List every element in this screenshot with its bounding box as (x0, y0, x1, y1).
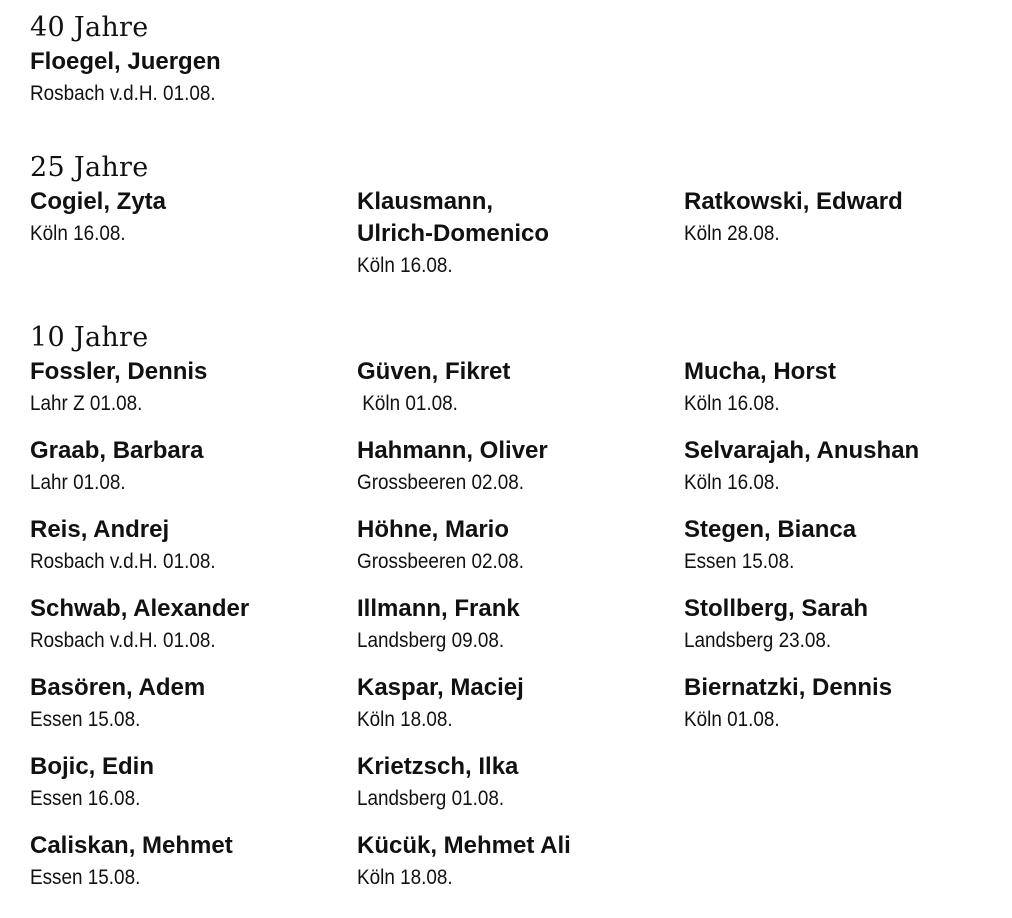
section-10-jahre (30, 320, 990, 909)
anniversary-entry (30, 46, 357, 110)
employee-name: Güven, Fikret (357, 358, 511, 385)
location-date: Köln 16.08. (684, 392, 780, 415)
location-date: Rosbach v.d.H. 01.08. (30, 82, 216, 105)
section-heading: 25 Jahre (30, 152, 149, 183)
entry-column (684, 186, 990, 297)
anniversary-entry (684, 514, 990, 578)
employee-name: Reis, Andrej (30, 516, 170, 543)
anniversary-entry (357, 186, 684, 282)
employee-name: Mucha, Horst (684, 358, 837, 385)
entry-column (684, 356, 990, 909)
anniversary-entry (357, 751, 684, 815)
section-40-jahre (30, 10, 990, 125)
entry-grid (30, 46, 990, 125)
employee-name: Cogiel, Zyta (30, 188, 167, 215)
entry-column (357, 356, 684, 909)
employee-name: Ratkowski, Edward (684, 188, 903, 215)
anniversary-entry (30, 751, 357, 815)
entry-column (357, 186, 684, 297)
anniversary-entry (684, 186, 990, 250)
employee-name: Illmann, Frank (357, 595, 520, 622)
employee-name: Kücük, Mehmet Ali (357, 832, 571, 859)
section-heading: 40 Jahre (30, 12, 149, 43)
location-date: Köln 16.08. (30, 222, 126, 245)
employee-name: Stollberg, Sarah (684, 595, 869, 622)
employee-name: Kaspar, Maciej (357, 674, 524, 701)
entry-column (30, 186, 357, 297)
employee-name: Basören, Adem (30, 674, 206, 701)
location-date: Landsberg 23.08. (684, 629, 832, 652)
location-date: Grossbeeren 02.08. (357, 550, 525, 573)
employee-name: Biernatzki, Dennis (684, 674, 893, 701)
anniversary-entry (684, 356, 990, 420)
anniversary-entry (30, 593, 357, 657)
employee-name: Hahmann, Oliver (357, 437, 548, 464)
section-25-jahre (30, 150, 990, 297)
location-date: Essen 16.08. (30, 787, 141, 810)
employee-name: Schwab, Alexander (30, 595, 250, 622)
location-date: Essen 15.08. (684, 550, 795, 573)
employee-name: Stegen, Bianca (684, 516, 857, 543)
entry-grid (30, 186, 990, 297)
employee-name: Graab, Barbara (30, 437, 204, 464)
anniversary-entry (30, 672, 357, 736)
anniversary-entry (30, 356, 357, 420)
entry-grid (30, 356, 990, 909)
location-date: Essen 15.08. (30, 708, 141, 731)
employee-name: Caliskan, Mehmet (30, 832, 233, 859)
location-date: Köln 16.08. (684, 471, 780, 494)
location-date: Lahr Z 01.08. (30, 392, 143, 415)
anniversary-entry (30, 830, 357, 894)
entry-column (30, 356, 357, 909)
employee-name: Krietzsch, Ilka (357, 753, 519, 780)
location-date: Köln 18.08. (357, 708, 453, 731)
anniversary-entry (357, 593, 684, 657)
employee-name: Floegel, Juergen (30, 48, 221, 75)
location-date: Köln 16.08. (357, 254, 453, 277)
location-date: Köln 01.08. (684, 708, 780, 731)
anniversary-entry (357, 356, 684, 420)
location-date: Köln 01.08. (357, 392, 458, 415)
anniversary-entry (30, 435, 357, 499)
anniversary-entry (30, 186, 357, 250)
employee-name: Höhne, Mario (357, 516, 510, 543)
location-date: Köln 28.08. (684, 222, 780, 245)
location-date: Köln 18.08. (357, 866, 453, 889)
employee-name: Bojic, Edin (30, 753, 155, 780)
section-heading: 10 Jahre (30, 322, 149, 353)
anniversary-entry (30, 514, 357, 578)
location-date: Landsberg 01.08. (357, 787, 505, 810)
anniversary-entry (357, 830, 684, 894)
employee-name: Klausmann, Ulrich-Domenico (357, 188, 550, 247)
entry-column (30, 46, 357, 125)
employee-name: Fossler, Dennis (30, 358, 208, 385)
anniversary-entry (357, 435, 684, 499)
employee-name: Selvarajah, Anushan (684, 437, 920, 464)
anniversary-entry (684, 672, 990, 736)
location-date: Lahr 01.08. (30, 471, 126, 494)
anniversary-entry (684, 435, 990, 499)
anniversary-entry (357, 514, 684, 578)
location-date: Rosbach v.d.H. 01.08. (30, 629, 216, 652)
location-date: Grossbeeren 02.08. (357, 471, 525, 494)
anniversary-entry (357, 672, 684, 736)
location-date: Essen 15.08. (30, 866, 141, 889)
location-date: Landsberg 09.08. (357, 629, 505, 652)
anniversary-entry (684, 593, 990, 657)
location-date: Rosbach v.d.H. 01.08. (30, 550, 216, 573)
